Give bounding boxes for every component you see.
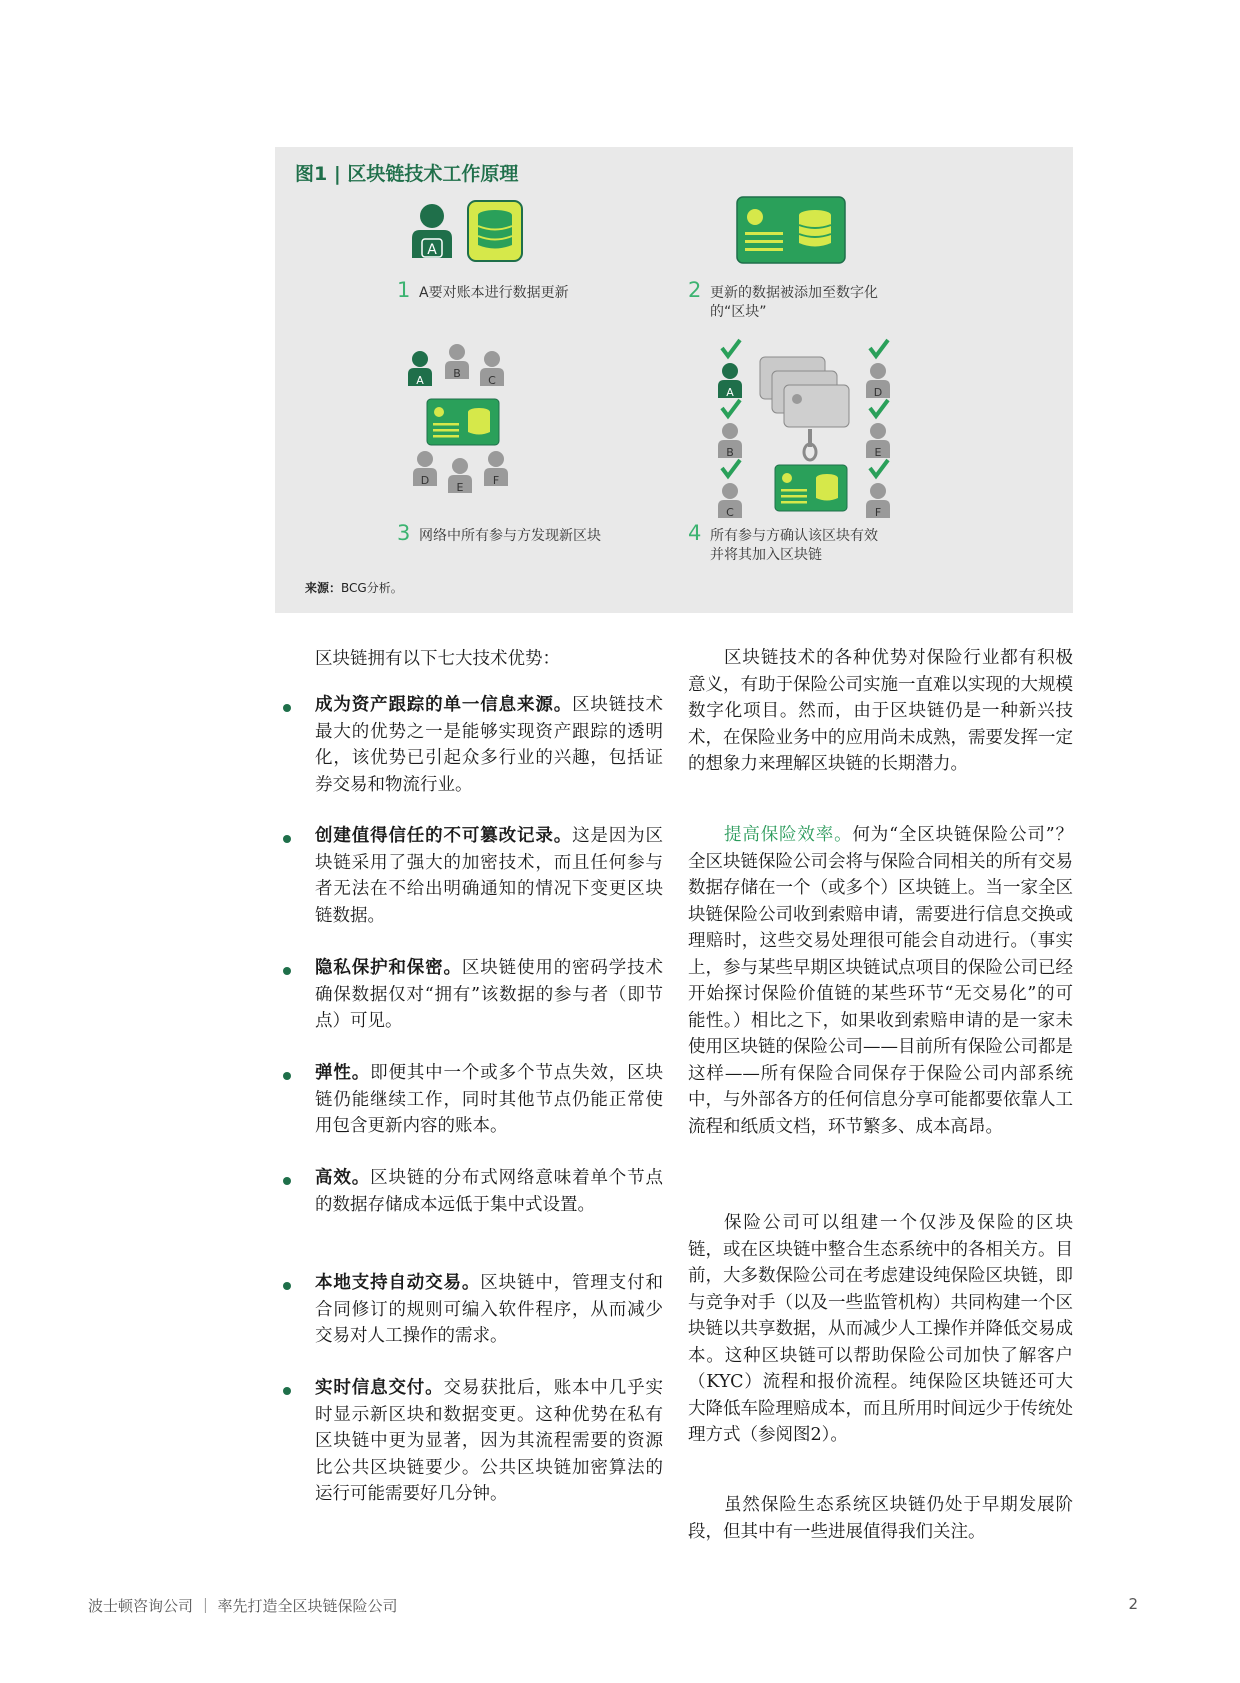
- figure-panel: [275, 147, 1073, 613]
- data-block-icon: [737, 197, 845, 263]
- list-item: 高效。区块链的分布式网络意味着单个节点的数据存储成本远低于集中式设置。: [283, 1165, 663, 1218]
- chain-validation: [718, 340, 890, 519]
- figure-step-2: 2 更新的数据被添加至数字化 的“区块”: [688, 278, 878, 320]
- figure-step-3: 3 网络中所有参与方发现新区块: [397, 521, 601, 545]
- person-c-icon: [480, 351, 504, 387]
- list-item: 创建值得信任的不可篡改记录。这是因为区块链采用了强大的加密技术，而且任何参与者无法在不给出明确通知的情况下变更区块链数据。: [283, 823, 663, 929]
- node-label-a: A: [427, 242, 437, 258]
- block-chain-icon: [760, 357, 849, 511]
- blockchain-illustration: [275, 147, 1073, 613]
- figure-step-1: 1 A要对账本进行数据更新: [397, 278, 569, 302]
- bullet-icon: [283, 1072, 291, 1080]
- person-d-icon: [413, 451, 437, 487]
- svg-text:A: A: [416, 374, 424, 387]
- svg-text:E: E: [874, 446, 882, 459]
- list-item: 成为资产跟踪的单一信息来源。区块链技术最大的优势之一是能够实现资产跟踪的透明化，该优势已引起众多行业的兴趣，包括证券交易和物流行业。: [283, 692, 663, 798]
- bullet-icon: [283, 704, 291, 712]
- page-number: 2: [1128, 1595, 1138, 1613]
- person-b-icon: [445, 344, 469, 380]
- figure-title: 图1 | 区块链技术工作原理: [295, 163, 519, 185]
- figure-source: 来源：BCG分析。: [305, 581, 403, 595]
- right-paragraph: 保险公司可以组建一个仅涉及保险的区块链，或在区块链中整合生态系统中的各相关方。目前，大多数保险公司在考虑建设纯保险区块链，即与竞争对手（以及一些监管机构）共同构建一个区块链以共享数据，从而减少人工操作并降低交易成本。这种区块链可以帮助保险公司加快了解客户（KYC）流程和报价流程。纯保险区块链还可大大降低车险理赔成本，而且所用时间远少于传统处理方式（参阅图2）。: [688, 1213, 1073, 1445]
- svg-text:F: F: [874, 506, 882, 519]
- right-paragraph: 区块链技术的各种优势对保险行业都有积极意义，有助于保险公司实施一直难以实现的大规模数字化项目。然而，由于区块链仍是一种新兴技术，在保险业务中的应用尚未成熟，需要发挥一定的想象力来理解区块链的长期潜力。: [688, 648, 1073, 774]
- bullet-icon: [283, 835, 291, 843]
- data-block-icon: [427, 399, 499, 445]
- bullet-icon: [283, 967, 291, 975]
- list-item: 弹性。即便其中一个或多个节点失效，区块链仍能继续工作，同时其他节点仍能正常使用包含更新内容的账本。: [283, 1060, 663, 1140]
- svg-text:C: C: [488, 374, 496, 387]
- person-e-icon: [448, 458, 472, 494]
- svg-text:B: B: [726, 446, 734, 459]
- right-paragraph: 虽然保险生态系统区块链仍处于早期发展阶段，但其中有一些进展值得我们关注。: [688, 1495, 1073, 1542]
- person-f-icon: [484, 451, 508, 487]
- person-a-icon: [408, 351, 432, 387]
- page-footer: 波士顿咨询公司 ｜ 率先打造全区块链保险公司: [88, 1597, 398, 1615]
- svg-text:A: A: [726, 386, 734, 399]
- bullet-icon: [283, 1177, 291, 1185]
- database-icon: [468, 201, 522, 261]
- person-a-icon: [412, 204, 452, 258]
- svg-text:D: D: [873, 386, 883, 399]
- svg-text:E: E: [456, 481, 464, 494]
- svg-text:F: F: [492, 474, 500, 487]
- network-participants: [408, 344, 508, 494]
- list-intro: 区块链拥有以下七大技术优势：: [315, 649, 560, 669]
- right-paragraph: 提高保险效率。何为“全区块链保险公司”？全区块链保险公司会将与保险合同相关的所有交易数据存储在一个（或多个）区块链上。当一家全区块链保险公司收到索赔申请，需要进行信息交换或理赔时，这些交易处理很可能会自动进行。（事实上，参与某些早期区块链试点项目的保险公司已经开始探讨保险价值链的某些环节“无交易化”的可能性。）相比之下，如果收到索赔申请的是一家未使用区块链的保险公司——目前所有保险公司都是这样——所有保险合同保存于保险公司内部系统中，与外部各方的任何信息分享可能都要依靠人工流程和纸质文档，环节繁多、成本高昂。: [688, 825, 1073, 1137]
- bullet-icon: [283, 1282, 291, 1290]
- list-item: 隐私保护和保密。区块链使用的密码学技术确保数据仅对“拥有”该数据的参与者（即节点）可见。: [283, 955, 663, 1035]
- list-item: 本地支持自动交易。区块链中，管理支付和合同修订的规则可编入软件程序，从而减少交易对人工操作的需求。: [283, 1270, 663, 1350]
- bullet-icon: [283, 1387, 291, 1395]
- list-item: 实时信息交付。交易获批后，账本中几乎实时显示新区块和数据变更。这种优势在私有区块链中更为显著，因为其流程需要的资源比公共区块链要少。公共区块链加密算法的运行可能需要好几分钟。: [283, 1375, 663, 1508]
- svg-text:D: D: [420, 474, 430, 487]
- svg-text:C: C: [726, 506, 734, 519]
- figure-step-4: 4 所有参与方确认该区块有效 并将其加入区块链: [688, 521, 878, 563]
- svg-text:B: B: [453, 367, 461, 380]
